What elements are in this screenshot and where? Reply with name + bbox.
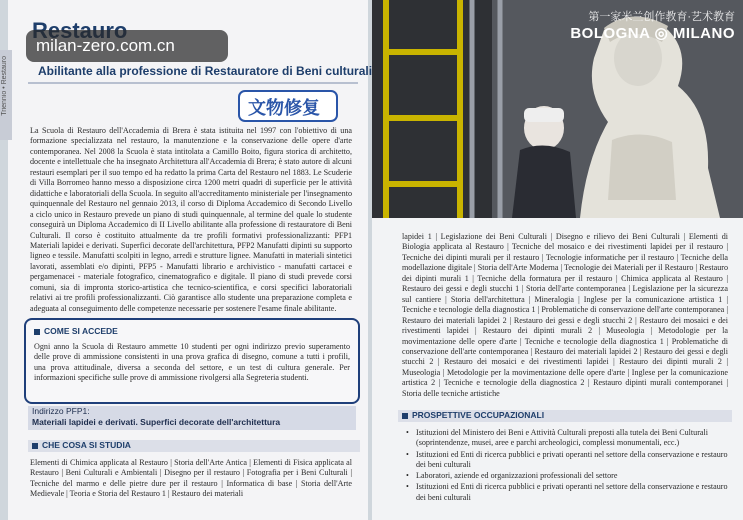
come-si-accede-text: Ogni anno la Scuola di Restauro ammette 10 studenti per ogni indirizzo previo superamento delle prove di ammissione consistenti in una prova grafica di disegno, comune a tutti i profili, una prova attitudinale, diversa a seconda del settore, e un test di cultura generale. Per informazioni specifiche sulle prove di ammissione rivolgersi alla Segreteria studenti. (34, 342, 350, 383)
square-bullet-icon (34, 329, 40, 335)
watermark (26, 30, 228, 62)
che-cosa-si-studia-heading (28, 440, 360, 452)
list-item: • Istituzioni del Ministero dei Beni e Attività Culturali preposti alla tutela dei Beni Culturali (soprintendenze, musei, aree e parchi archeologici, complessi monumentali, ecc.) (406, 428, 728, 449)
logo-chinese-text: 第一家米兰创作教育·艺术教育 (588, 11, 735, 23)
square-bullet-icon (32, 443, 38, 449)
che-cosa-si-studia-text: Elementi di Chimica applicata al Restauro | Storia dell'Arte Antica | Elementi di Fisica applicata al Restauro | Beni Culturali e Ambientali | Disegno per il restauro | Fotografia per i Beni Culturali | Tecniche del marmo e delle pietre dure per il restauro | Informatica di base | Storia dell'Arte Medievale | Teoria e Storia del Restauro 1 | Restauro dei materiali (30, 458, 352, 499)
intro-paragraph: La Scuola di Restauro dell'Accademia di Brera è stata istituita nel 1997 con l'obiettivo di una formazione specializzata nel restauro, la manutenzione e la conservazione delle opere d'arte contemporanea. Nel 2008 la Scuola è stata intitolata a Camillo Boito, figura storica di architetto, docente e intellettuale che ha insegnato Architettura all'Accademia di Brera; è stato autore di alcuni restauri esemplari per il suo tempo ed ha redatto la prima Carta del Restauro nel 1883. Le Scuderie di Villa Borromeo hanno messo a disposizione circa 1200 metri quadri di superficie per le attività didattiche e laboratoriali della Scuola. In seguito all'accreditamento ministeriale per l'insegnamento quinquennale del Restauro nel gennaio 2013, il corso di Diploma Accademico di Secondo Livello a ciclo unico in Restauro prevede un piano di studi quinquennale, al termine del quale lo studente conseguirà un Diploma Accademico di II Livello abilitante alla professione di restauratore di Beni Culturali. Il corso è costituito attualmente da tre profili formativi professionalizzanti: PFP1 Materiali lapidei e derivati. Superfici decorate dell'architettura, PFP2 Manufatti dipinti su supporto ligneo e tessile. Manufatti scolpiti in legno, arredi e strutture lignee. Manufatti in materiali sintetici lavorati, assemblati e/o dipinti, PFP5 - Manufatti librario e archivistico - manufatti cartacei e pergamenacei - materiale fotografico, cinematografico e digitale. Il piano di studi prevede corsi comuni, sia di impronta storico-artistica che tecnico-scientifica, e corsi specifici laboratoriali relativi ai tre profili professionalizzanti. Ciò garantisce allo studente una preparazione completa e adeguata al conseguimento delle competenze necessarie per sostenere l'esame finale abilitante. (30, 126, 352, 313)
page-subtitle: Abilitante alla professione di Restauratore di Beni culturali (38, 64, 373, 78)
come-si-accede-heading (34, 326, 118, 336)
prospettive-heading-text: PROSPETTIVE OCCUPAZIONALI (412, 410, 545, 420)
come-si-accede-heading-text: COME SI ACCEDE (44, 326, 118, 336)
indirizzo-line1: Indirizzo PFP1: (32, 406, 90, 416)
list-item: • Istituzioni ed Enti di ricerca pubblici e privati operanti nel settore della conservazione e restauro dei beni culturali (406, 482, 728, 503)
che-cosa-si-studia-heading-text: CHE COSA SI STUDIA (42, 440, 131, 450)
watermark-text: milan-zero.com.cn (36, 36, 175, 55)
brand-logo (570, 8, 735, 42)
side-tab-label: Triennio • Restauro (1, 56, 8, 116)
list-item: • Laboratori, aziende ed organizzazioni professionali del settore (406, 471, 728, 481)
indirizzo-band (28, 406, 356, 430)
list-item: • Istituzioni ed Enti di ricerca pubblici e privati operanti nel settore della conservazione e restauro dei beni culturali (406, 450, 728, 471)
stamp-text: 文物修复 (248, 98, 320, 119)
chinese-label-stamp (238, 90, 338, 122)
prospettive-heading (398, 410, 732, 422)
course-list-continued: lapidei 1 | Legislazione dei Beni Culturali | Disegno e rilievo dei Beni Culturali | Elementi di Biologia applicata al Restauro | Tecniche del mosaico e dei rivestimenti lapidei per il restauro | Tecniche dei dipinti murali per il restauro | Tecnologie informatiche per il restauro | Tecniche della modellazione digitale | Storia dell'Arte Moderna | Tecnologie dei Materiali per il Restauro | Restauro dei dipinti murali 1 | Tecniche della formatura per il restauro | Chimica applicata al Restauro | Restauro dei gessi e degli stucchi 1 | Storia dell'arte contemporanea | Legislazione per la sicurezza sul cantiere | Storia dell'architettura | Mineralogia | Inglese per la comunicazione artistica 1 | Tecniche e tecnologie della diagnostica 1 | Problematiche di conservazione dell'arte contemporanea | Restauro dei materiali lapidei 2 | Restauro dei gessi e degli stucchi 2 | Restauro dei mosaici e dei rivestimenti lapidei | Restauro dei dipinti murali 2 | Museologia | Metodologie per la movimentazione delle opere d'arte | Tecniche e tecnologie della diagnostica 1 | Problematiche di conservazione dell'arte contemporanea | Restauro dei materiali lapidei 2 | Restauro dei gessi e degli stucchi 2 | Restauro dei mosaici e dei rivestimenti lapidei | Restauro dei dipinti murali 2 | Museologia | Metodologie per la movimentazione delle opere d'arte | Inglese per la comunicazione artistica 2 | Tecniche e tecnologie della diagnostica 2 | Restauro dipinti murali contemporanei | Storia delle tecniche artistiche (402, 232, 728, 398)
come-si-accede-box (24, 318, 360, 404)
square-bullet-icon (402, 413, 408, 419)
title-divider (28, 82, 358, 84)
prospettive-list (406, 428, 728, 504)
logo-english-text: BOLOGNA ◎ MILANO (570, 25, 735, 42)
side-tab (0, 50, 12, 140)
indirizzo-line2: Materiali lapidei e derivati. Superfici decorate dell'architettura (32, 417, 281, 427)
